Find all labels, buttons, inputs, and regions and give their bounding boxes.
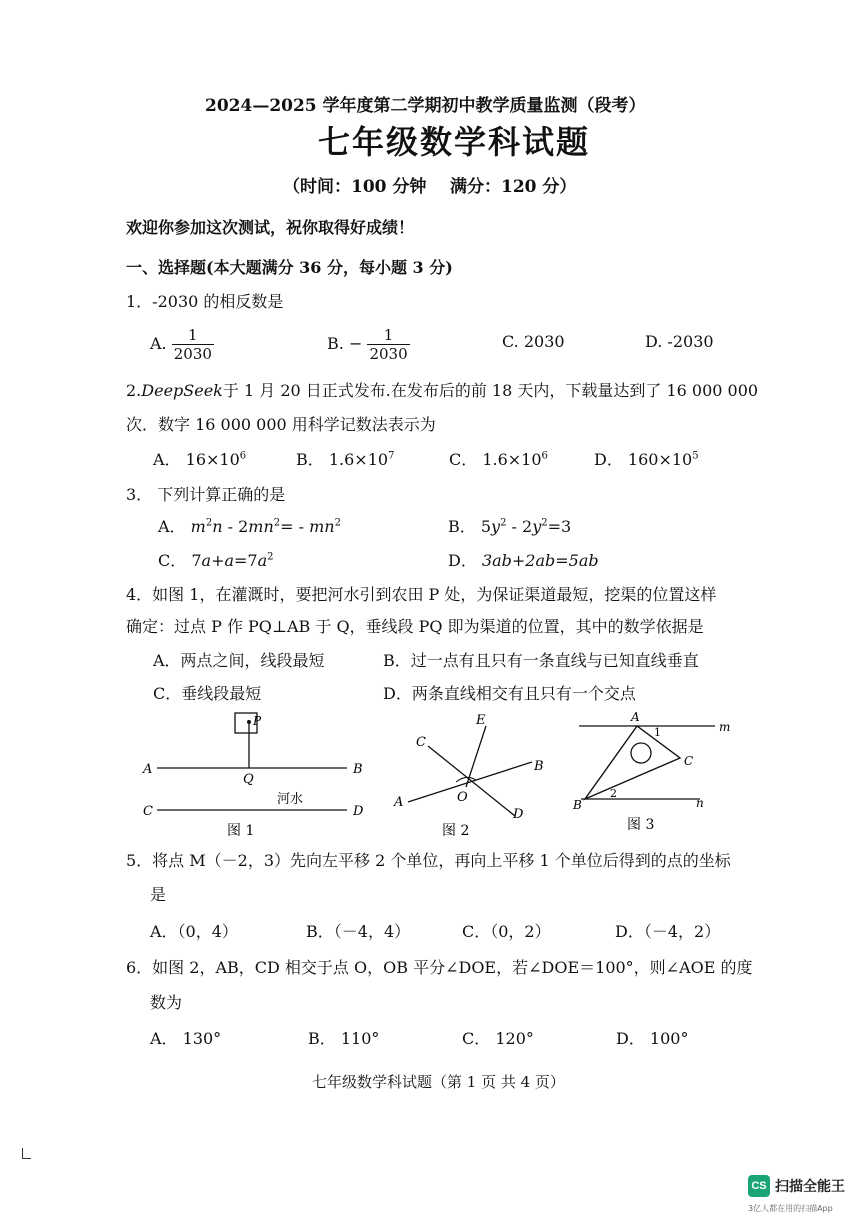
fig3-label-b: B — [573, 798, 582, 812]
scanner-tagline: 3亿人都在用的扫描App — [748, 1204, 833, 1213]
fig2-label-a: A — [394, 795, 404, 810]
q1-b-denominator: 2030 — [369, 345, 408, 363]
q2-c-text: C． 1.6×10 — [449, 450, 542, 469]
q2-brand: DeepSeek — [141, 381, 223, 400]
q1-option-a — [150, 326, 214, 363]
fig2-caption: 图 2 — [442, 823, 470, 839]
fig1-label-c: C — [143, 804, 153, 819]
welcome-text: 欢迎你参加这次测试，祝你取得好成绩！ — [126, 218, 415, 237]
q1-option-d: D. -2030 — [645, 332, 714, 351]
corner-mark — [22, 1148, 31, 1159]
q4-line1: 4．如图 1，在灌溉时，要把河水引到农田 P 处，为保证渠道最短，挖渠的位置这样 — [126, 585, 717, 604]
fig2-label-e: E — [476, 713, 486, 728]
q5-option-b: B．（－4，4） — [306, 922, 411, 941]
q2-line1 — [126, 378, 758, 401]
q6-option-d: D． 100° — [616, 1029, 689, 1048]
fig2-label-c: C — [416, 735, 426, 750]
scanner-logo-icon: CS — [748, 1175, 770, 1197]
fig3-angle-1: 1 — [654, 726, 661, 739]
q1-b-sign: − — [348, 334, 363, 353]
q1-a-numerator: 1 — [172, 326, 214, 345]
q3-a-label: A． — [158, 517, 186, 536]
q3-d-text: 3ab+2ab=5ab — [481, 551, 599, 570]
q4-option-a: A．两点之间，线段最短 — [153, 651, 325, 670]
q2-number: 2. — [126, 381, 142, 400]
exam-time: （时间：100 分钟 — [283, 177, 427, 197]
q5-option-c: C．（0，2） — [462, 922, 551, 941]
q6-option-c: C． 120° — [462, 1029, 534, 1048]
q2-line2: 次．数字 16 000 000 用科学记数法表示为 — [126, 415, 436, 434]
fig2-line-cd — [428, 746, 515, 816]
q2-d-text: D． 160×10 — [594, 450, 693, 469]
exam-full-score: 满分：120 分） — [450, 177, 577, 197]
q6-line1: 6．如图 2，AB，CD 相交于点 O，OB 平分∠DOE，若∠DOE＝100°，则∠AOE 的度 — [126, 958, 753, 977]
exam-header-line: 2024—2025 学年度第二学期初中教学质量监测（段考） — [205, 96, 646, 116]
q5-option-d: D．（－4，2） — [615, 922, 721, 941]
q3-option-d — [448, 548, 599, 571]
q5-option-a: A．（0，4） — [150, 922, 238, 941]
figure-3 — [565, 705, 745, 837]
fig3-caption: 图 3 — [627, 817, 655, 833]
q4-option-d: D．两条直线相交有且只有一个交点 — [383, 684, 636, 703]
fig1-label-q: Q — [243, 772, 254, 787]
q1-b-numerator: 1 — [367, 326, 409, 345]
q4-line2: 确定：过点 P 作 PQ⊥AB 于 Q，垂线段 PQ 即为渠道的位置，其中的数学依据是 — [126, 617, 704, 636]
q3-c-label: C． — [158, 551, 187, 570]
scanner-app-name: 扫描全能王 — [775, 1179, 845, 1195]
q2-a-exponent: 6 — [239, 450, 247, 462]
fig2-label-b: B — [534, 759, 544, 774]
q6-option-a: A． 130° — [150, 1029, 222, 1048]
fig3-label-n: n — [696, 796, 704, 810]
fig1-label-p: P — [253, 714, 262, 728]
fig2-label-d: D — [513, 807, 524, 822]
q2-a-text: A． 16×10 — [153, 450, 240, 469]
q2-line1-text: 于 1 月 20 日正式发布.在发布后的前 18 天内，下载量达到了 16 000 000 — [222, 381, 759, 400]
q3-option-a: A． $m^2n - 2mn^2= - mn^2$ — [158, 517, 341, 536]
q1-a-label: A. — [150, 334, 167, 353]
q2-option-c — [449, 447, 548, 470]
q1-a-fraction — [172, 326, 214, 363]
fig1-label-river: 河水 — [277, 792, 304, 807]
q1-b-label: B. — [327, 334, 344, 353]
section-heading: 一、选择题(本大题满分 36 分，每小题 3 分) — [126, 258, 453, 277]
q4-option-c: C．垂线段最短 — [153, 684, 262, 703]
q1-a-denominator: 2030 — [173, 345, 212, 363]
q1-option-c: C. 2030 — [502, 332, 565, 351]
q3-option-c: C． $7a+a=7a^2$ — [158, 551, 274, 570]
q2-option-a — [153, 447, 246, 470]
fig1-label-a: A — [143, 762, 153, 777]
q3-d-label: D． — [448, 551, 477, 570]
q1-stem: 1．-2030 的相反数是 — [126, 292, 284, 311]
fig3-angle-2: 2 — [610, 787, 617, 800]
page-footer: 七年级数学科试题（第 1 页 共 4 页） — [312, 1073, 565, 1091]
q2-c-exponent: 6 — [541, 450, 548, 462]
fig3-label-a: A — [631, 710, 640, 724]
q6-option-b: B． 110° — [308, 1029, 380, 1048]
q2-d-exponent: 5 — [692, 450, 699, 462]
fig1-caption: 图 1 — [227, 823, 255, 839]
q2-option-b — [296, 447, 394, 470]
figure-1 — [135, 705, 375, 840]
q3-b-label: B． — [448, 517, 476, 536]
figure-2 — [390, 708, 555, 843]
q3-option-b: B． $5y^2 - 2y^2=3$ — [448, 517, 572, 536]
q2-option-d — [594, 447, 699, 470]
fig3-circle — [631, 743, 651, 763]
fig1-label-d: D — [353, 804, 364, 819]
exam-title: 七年级数学科试题 — [318, 123, 591, 161]
fig3-triangle — [585, 726, 680, 799]
fig3-label-m: m — [719, 720, 731, 734]
fig2-line-ab — [408, 762, 532, 802]
q2-b-exponent: 7 — [388, 450, 395, 462]
fig2-label-o: O — [457, 790, 468, 805]
q6-line2: 数为 — [150, 993, 183, 1012]
q4-option-b: B．过一点有且只有一条直线与已知直线垂直 — [383, 651, 699, 670]
q5-line2: 是 — [150, 885, 167, 904]
q2-b-text: B． 1.6×10 — [296, 450, 389, 469]
q3-stem: 3． 下列计算正确的是 — [126, 485, 286, 504]
q5-line1: 5．将点 M（－2，3）先向左平移 2 个单位，再向上平移 1 个单位后得到的点的坐标 — [126, 851, 731, 870]
q1-b-fraction — [367, 326, 409, 363]
fig1-label-b: B — [353, 762, 363, 777]
fig3-label-c: C — [684, 754, 694, 768]
q1-option-b — [327, 326, 410, 363]
